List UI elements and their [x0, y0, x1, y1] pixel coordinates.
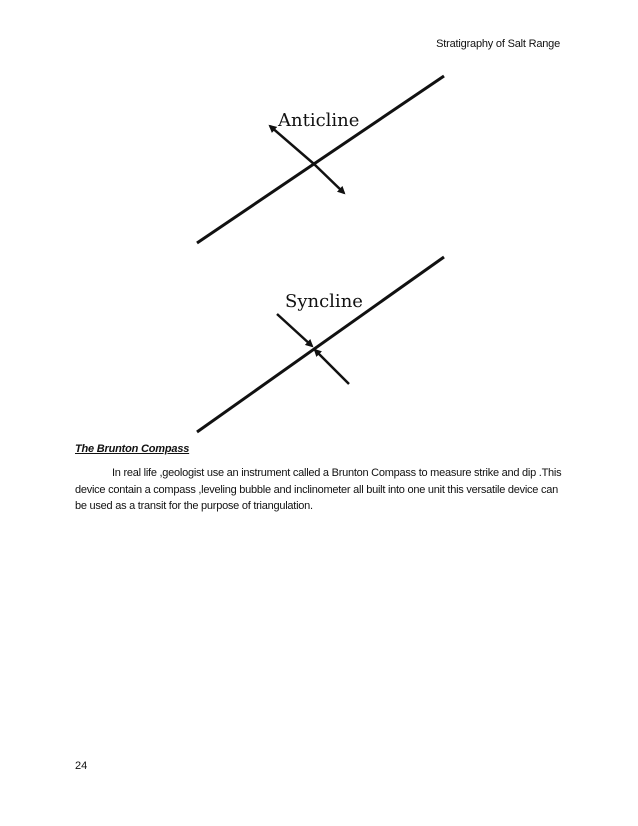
- section-heading: The Brunton Compass: [75, 443, 190, 455]
- anticline-dip-arrow-down: [314, 164, 344, 193]
- anticline-label: Anticline: [278, 110, 360, 131]
- page-number: 24: [75, 760, 88, 772]
- paragraph-text: In real life ,geologist use an instrument called a Brunton Compass to measure strike and dip .This device contain a compass ,leveling bubble and inclinometer all built into one unit this versatile device can be used as a transit for the purpose of triangulation.: [75, 467, 562, 512]
- syncline-label: Syncline: [285, 291, 363, 312]
- syncline-strike-line: [197, 257, 444, 432]
- body-paragraph: [75, 465, 570, 515]
- syncline-dip-arrow-left: [277, 314, 312, 346]
- anticline-strike-line: [197, 76, 444, 243]
- running-header: Stratigraphy of Salt Range: [436, 38, 560, 50]
- syncline-dip-arrow-right: [315, 350, 349, 384]
- anticline-dip-arrow-up: [270, 126, 314, 164]
